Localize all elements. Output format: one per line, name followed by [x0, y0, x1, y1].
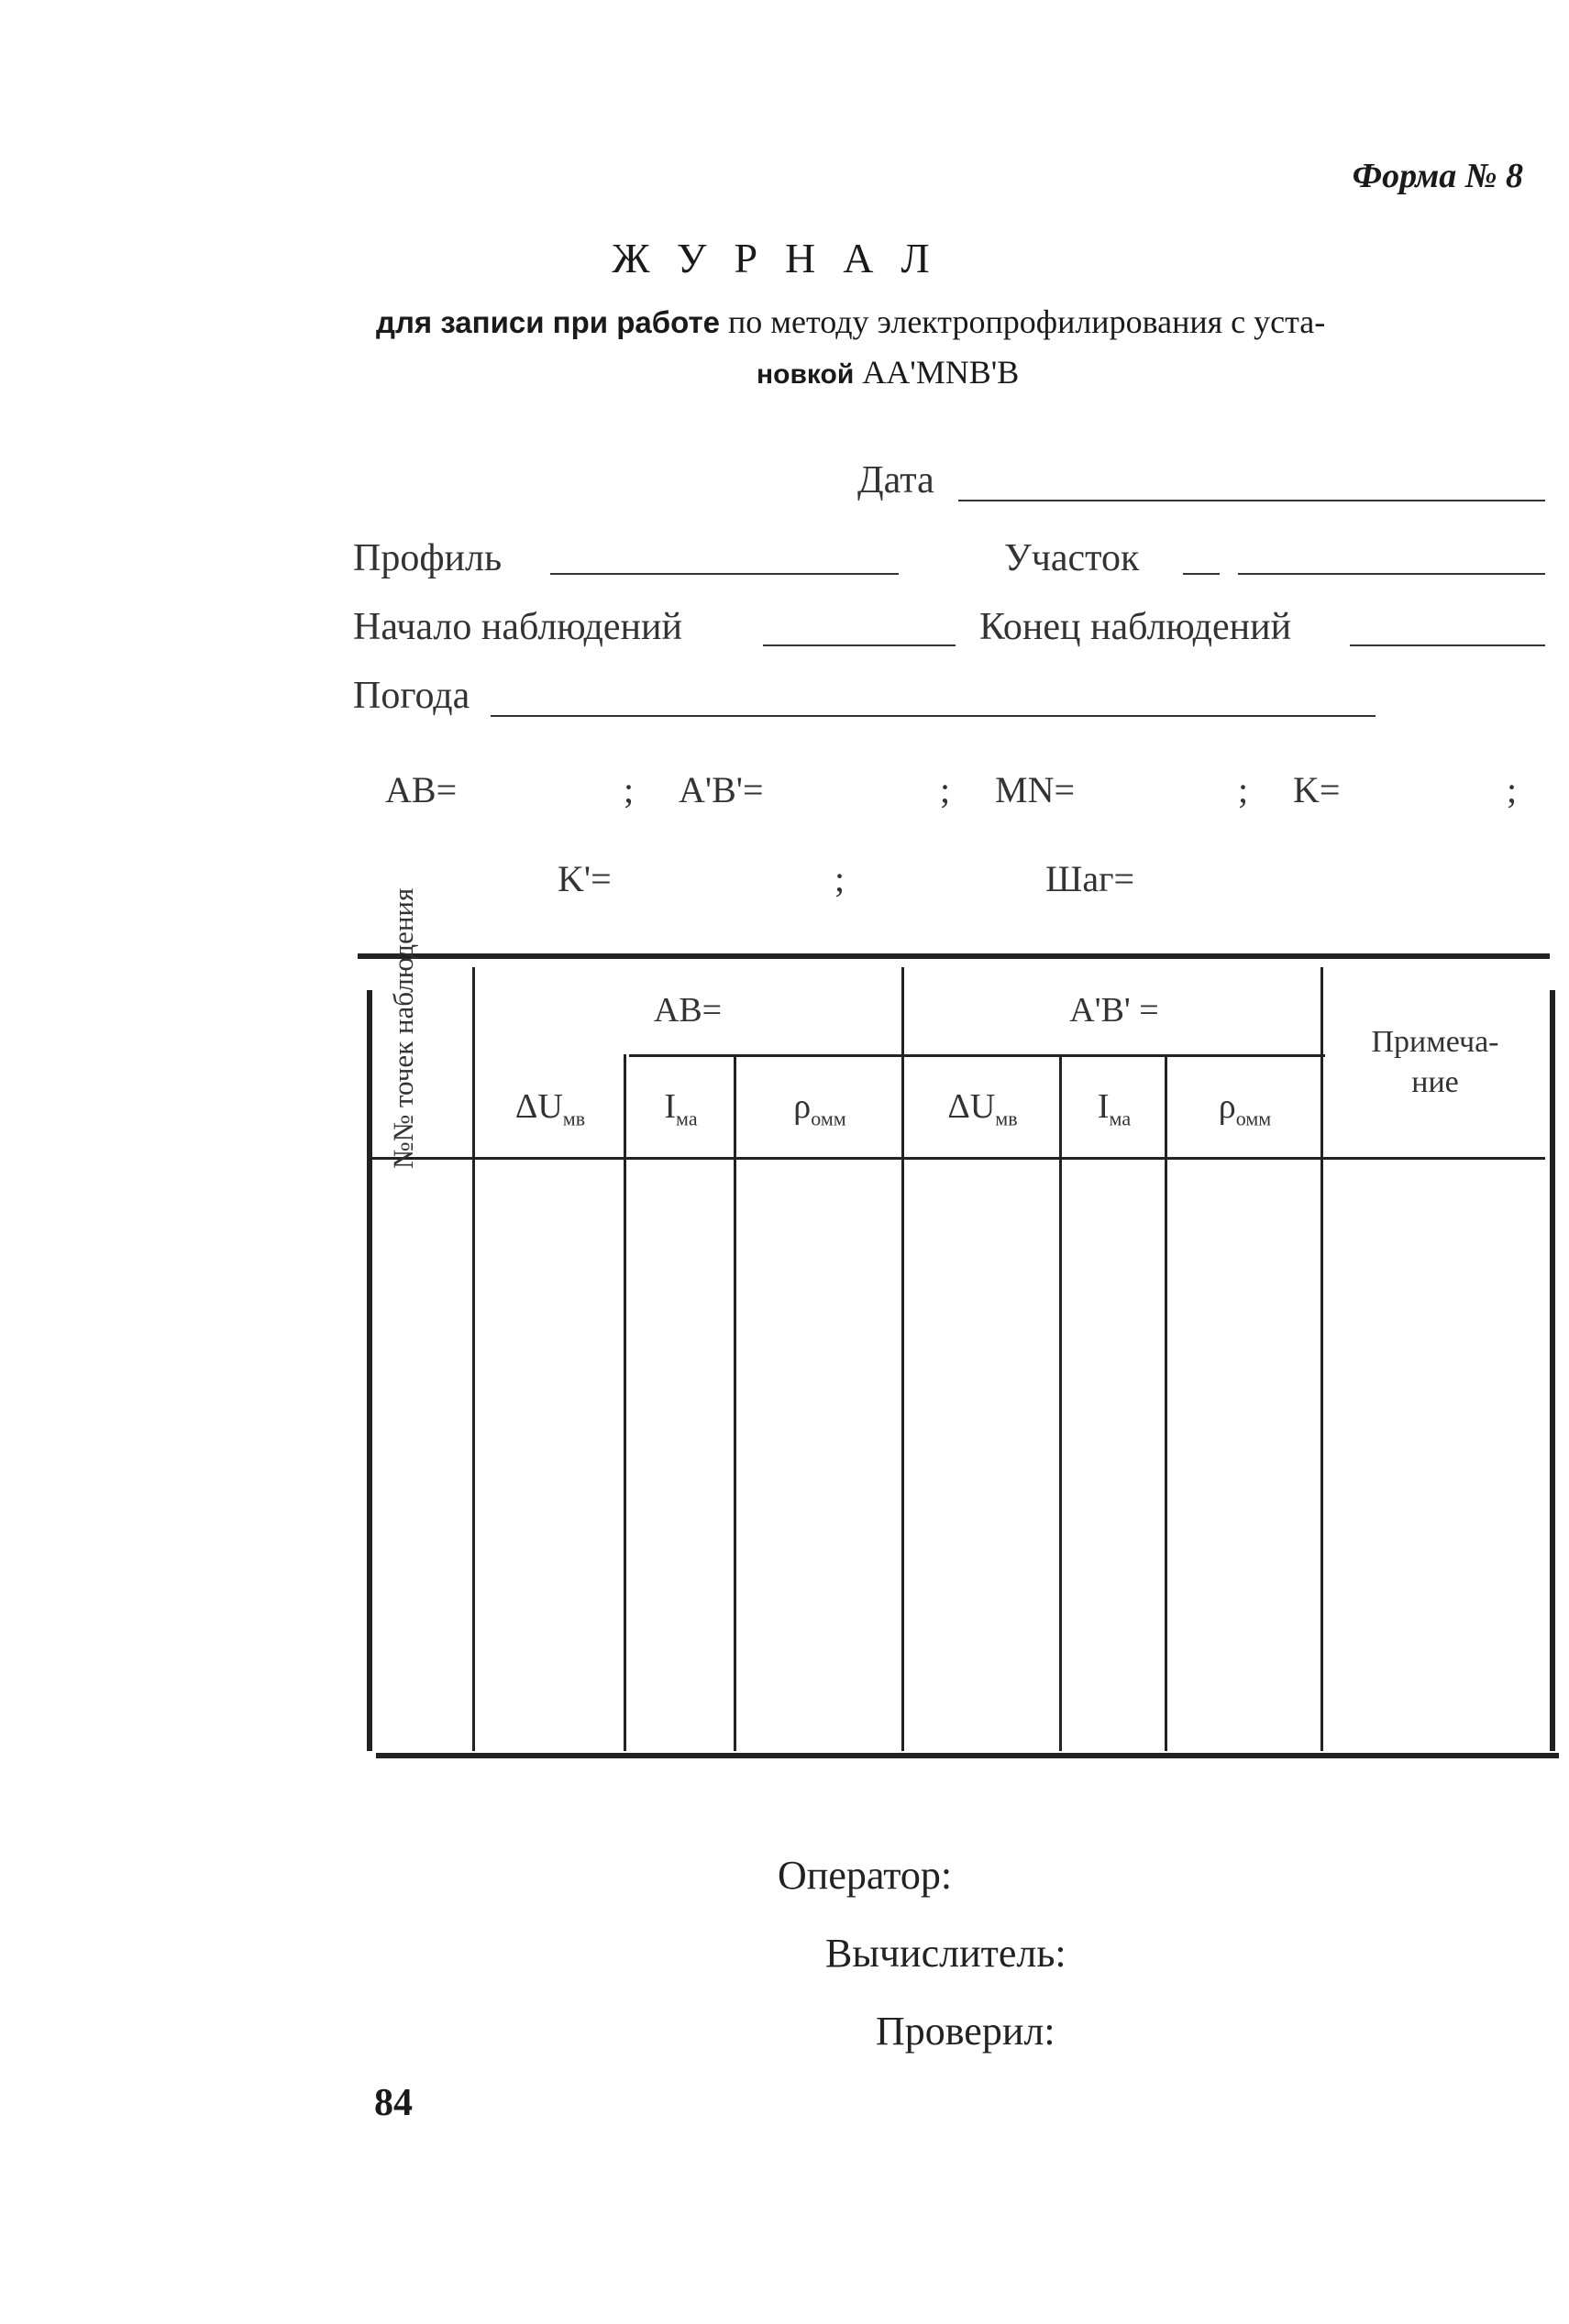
site-label: Участок — [1004, 537, 1140, 579]
separator: ; — [1238, 769, 1249, 810]
page-number: 84 — [374, 2082, 413, 2124]
note-header: Примеча- ние — [1371, 1025, 1499, 1099]
subtitle-bold-2: новкой — [757, 359, 855, 390]
separator: ; — [624, 769, 635, 810]
i-symbol: I — [664, 1087, 677, 1126]
group-a1b1-header: A'B' = — [1069, 991, 1159, 1030]
group-ab-header: AB= — [653, 991, 723, 1030]
subtitle-regular-2: AA'MNB'B — [862, 354, 1020, 391]
du-unit: мв — [562, 1107, 586, 1130]
separator: ; — [834, 858, 845, 899]
param-ab: AB= — [385, 769, 458, 810]
subtitle-bold-1: для записи при работе — [376, 305, 720, 339]
subheader-rule — [903, 1054, 1325, 1057]
date-label: Дата — [857, 459, 934, 501]
rho-unit: омм — [1235, 1107, 1272, 1130]
i-unit: ма — [676, 1107, 698, 1130]
weather-label: Погода — [353, 675, 470, 717]
du-unit: мв — [995, 1107, 1018, 1130]
param-mn: MN= — [995, 769, 1076, 810]
col-divider — [734, 1054, 736, 1751]
rho-symbol: ρ — [1218, 1087, 1236, 1126]
subtitle-regular-1: по методу электропрофилирования с уста- — [727, 303, 1326, 340]
end-label: Конец наблюдений — [979, 606, 1292, 648]
col-divider — [901, 967, 904, 1751]
col-divider — [624, 1054, 626, 1751]
i-symbol: I — [1097, 1087, 1110, 1126]
end-line[interactable] — [1350, 644, 1545, 646]
page-title: ЖУРНАЛ — [612, 235, 957, 281]
separator: ; — [1507, 769, 1518, 810]
table-right-border — [1550, 990, 1555, 1751]
weather-line[interactable] — [491, 715, 1376, 717]
du-symbol: ΔU — [947, 1087, 996, 1126]
site-line-short[interactable] — [1183, 573, 1220, 575]
date-line[interactable] — [958, 500, 1545, 501]
du-symbol: ΔU — [514, 1087, 563, 1126]
col-divider — [1165, 1054, 1167, 1751]
col-points-header: №№ точек наблюдения — [387, 887, 419, 1169]
operator-label: Оператор: — [778, 1853, 953, 1898]
i-header — [1064, 1086, 1165, 1131]
param-step: Шаг= — [1045, 858, 1135, 899]
rho-header — [1169, 1086, 1320, 1131]
du-header — [477, 1086, 624, 1131]
rho-symbol: ρ — [793, 1087, 812, 1126]
param-k1: K'= — [558, 858, 612, 899]
table-bottom-border — [376, 1753, 1559, 1758]
checker-label: Проверил: — [876, 2009, 1055, 2054]
subheader-rule — [629, 1054, 904, 1057]
subtitle-line-2 — [757, 353, 1019, 391]
header-bottom-rule — [367, 1157, 1545, 1160]
profile-label: Профиль — [353, 537, 503, 579]
rho-unit: омм — [811, 1107, 846, 1130]
table-left-border — [367, 990, 372, 1751]
profile-line[interactable] — [550, 573, 899, 575]
subtitle-line-1 — [376, 303, 1325, 341]
observation-table — [367, 887, 1559, 1760]
start-label: Начало наблюдений — [353, 606, 682, 648]
param-k: K= — [1293, 769, 1341, 810]
rho-header — [738, 1086, 901, 1131]
i-header — [628, 1086, 734, 1131]
calculator-label: Вычислитель: — [825, 1931, 1066, 1976]
table-top-border — [358, 953, 1550, 959]
col-divider — [1059, 1054, 1062, 1751]
i-unit: ма — [1109, 1107, 1132, 1130]
form-number: Форма № 8 — [1352, 157, 1523, 195]
start-line[interactable] — [763, 644, 956, 646]
separator: ; — [940, 769, 951, 810]
site-line[interactable] — [1238, 573, 1545, 575]
col-divider — [472, 967, 475, 1751]
col-divider — [1320, 967, 1323, 1751]
du-header — [906, 1086, 1059, 1131]
param-a1b1: A'B'= — [679, 769, 764, 810]
